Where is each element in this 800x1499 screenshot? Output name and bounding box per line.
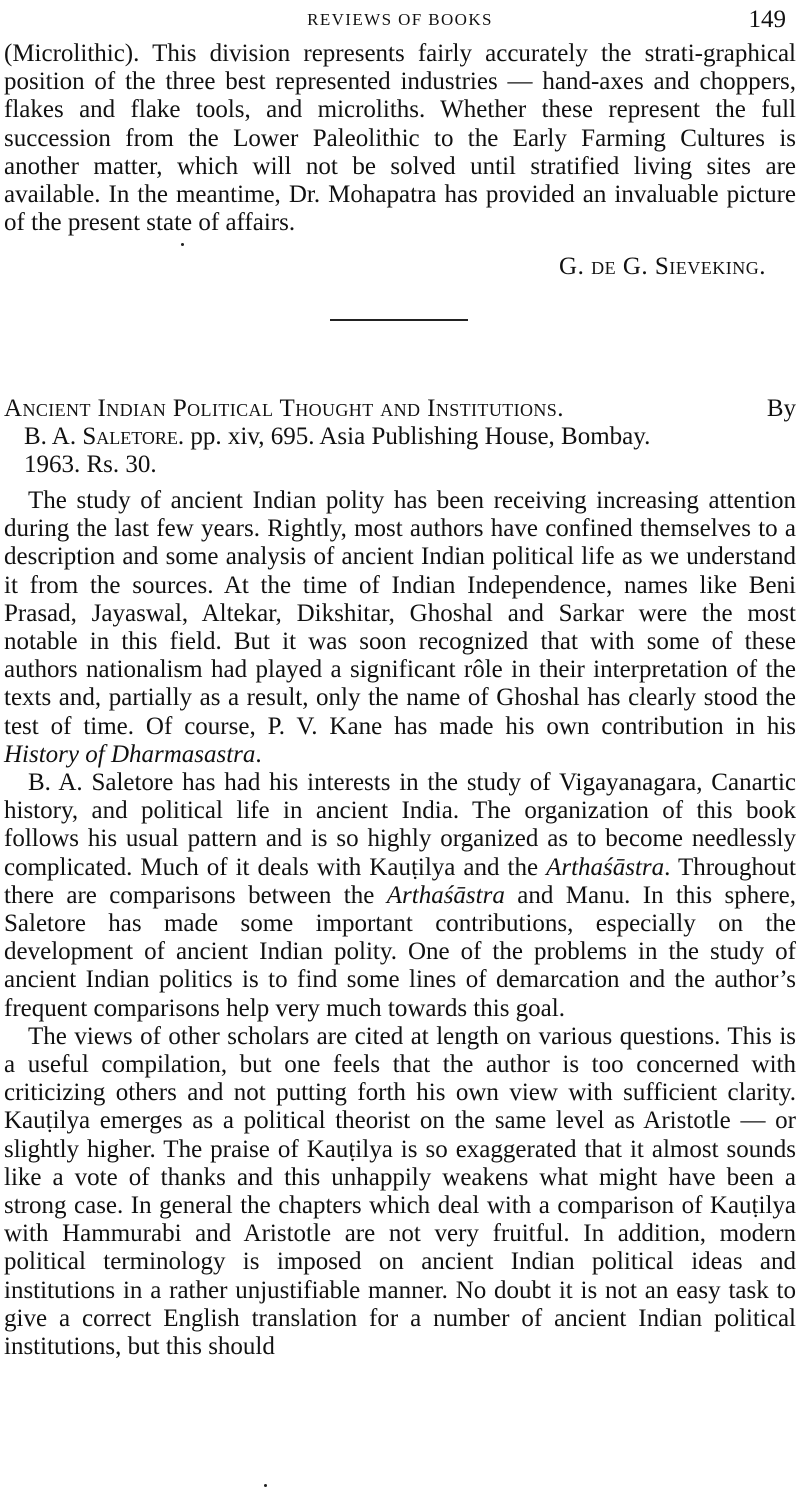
running-title: REVIEWS OF BOOKS [307,10,493,29]
section-divider-rule [330,319,468,321]
book-heading-line1 [4,395,796,423]
paragraph-text: and Manu. In this sphere, Saletore has made some important contributions, especially on the development of ancient Indian polity. One of the problems in the study of ancient Indian politics is to find some lines of demarcation and the author’s frequent comparisons help very much towards this goal. [4,881,797,1022]
book-heading-line2 [4,423,796,451]
book-year-price: 1963. Rs. 30. [24,451,157,479]
paragraph-text: The views of other scholars are cited at length on various questions. This is a useful compilation, but one feels that the author is too concerned with criticizing others and not putting forth his own view with sufficient clarity. Kauṭilya emerges as a political theorist on the same level as Aristotle — or slightly higher. The praise of Kauṭilya is so exaggerated that it almost sounds like a vote of thanks and this unhappily weakens what might have been a strong case. In general the chapters which deal with a comparison of Kauṭilya with Hammurabi and Aristotle are not very fruitful. In addition, modern political terminology is imposed on ancient Indian political ideas and institutions in a rather unjustifiable manner. No doubt it is not an easy task to give a correct English translation for a number of ancient Indian political institutions, but this should [4,1022,796,1361]
review-paragraph-1 [4,487,796,769]
reviewer-signature: G. de G. Sieveking. [559,253,766,280]
cited-work-title: Arthaśāstra [546,853,665,881]
page-number: 149 [748,6,786,33]
book-title: Ancient Indian Political Thought and Institutions. [4,395,564,422]
book-details: pp. xiv, 695. Asia Publishing House, Bombay. [190,423,651,451]
paragraph-text: . [255,740,262,768]
print-speck [181,243,184,246]
cited-work-title: Arthaśāstra [386,881,505,909]
print-speck [264,1484,267,1487]
book-by: By [766,395,796,422]
review-paragraph-2 [4,769,796,1023]
paragraph-text: B. A. Saletore has had his interests in the study of Vigayanagara, Canartic history, and political life in ancient India. The organization of this book follows his usual pattern and is so highly organized as to become needlessly complicated. Much of it deals with Kauṭilya and the [4,769,796,881]
paragraph-text: . Throughout there are comparisons between the [4,853,797,909]
running-head [0,6,800,34]
book-author: B. A. Saletore. [24,423,185,451]
book-heading [4,395,796,480]
paragraph-text: The study of ancient Indian polity has been receiving increasing attention during the last few years. Rightly, most authors have confined themselves to a description and some analysis of ancient Indian political life as we understand it from the sources. At the time of Indian Independence, names like Beni Prasad, Jayaswal, Altekar, Dikshitar, Ghoshal and Sarkar were the most notable in this field. But it was soon recognized that with some of these authors nationalism had played a significant rôle in their interpretation of the texts and, partially as a result, only the name of Ghoshal has clearly stood the test of time. Of course, P. V. Kane has made his own contribution in his [4,487,796,740]
cited-work-title: History of Dharmasastra [4,740,256,768]
review-body [4,487,796,1361]
previous-review-conclusion: (Microlithic). This division represents fairly accurately the strati-graphical position of the three best represented industries — hand-axes and choppers, flakes and flake tools, and microliths. Whether these represent the full succession from the Lower Paleolithic to the Early Farming Cultures is another matter, which will not be solved until stratified living sites are available. In the meantime, Dr. Mohapatra has provided an invaluable picture of the present state of affairs. [4,40,796,237]
review-paragraph-3 [4,1023,796,1361]
